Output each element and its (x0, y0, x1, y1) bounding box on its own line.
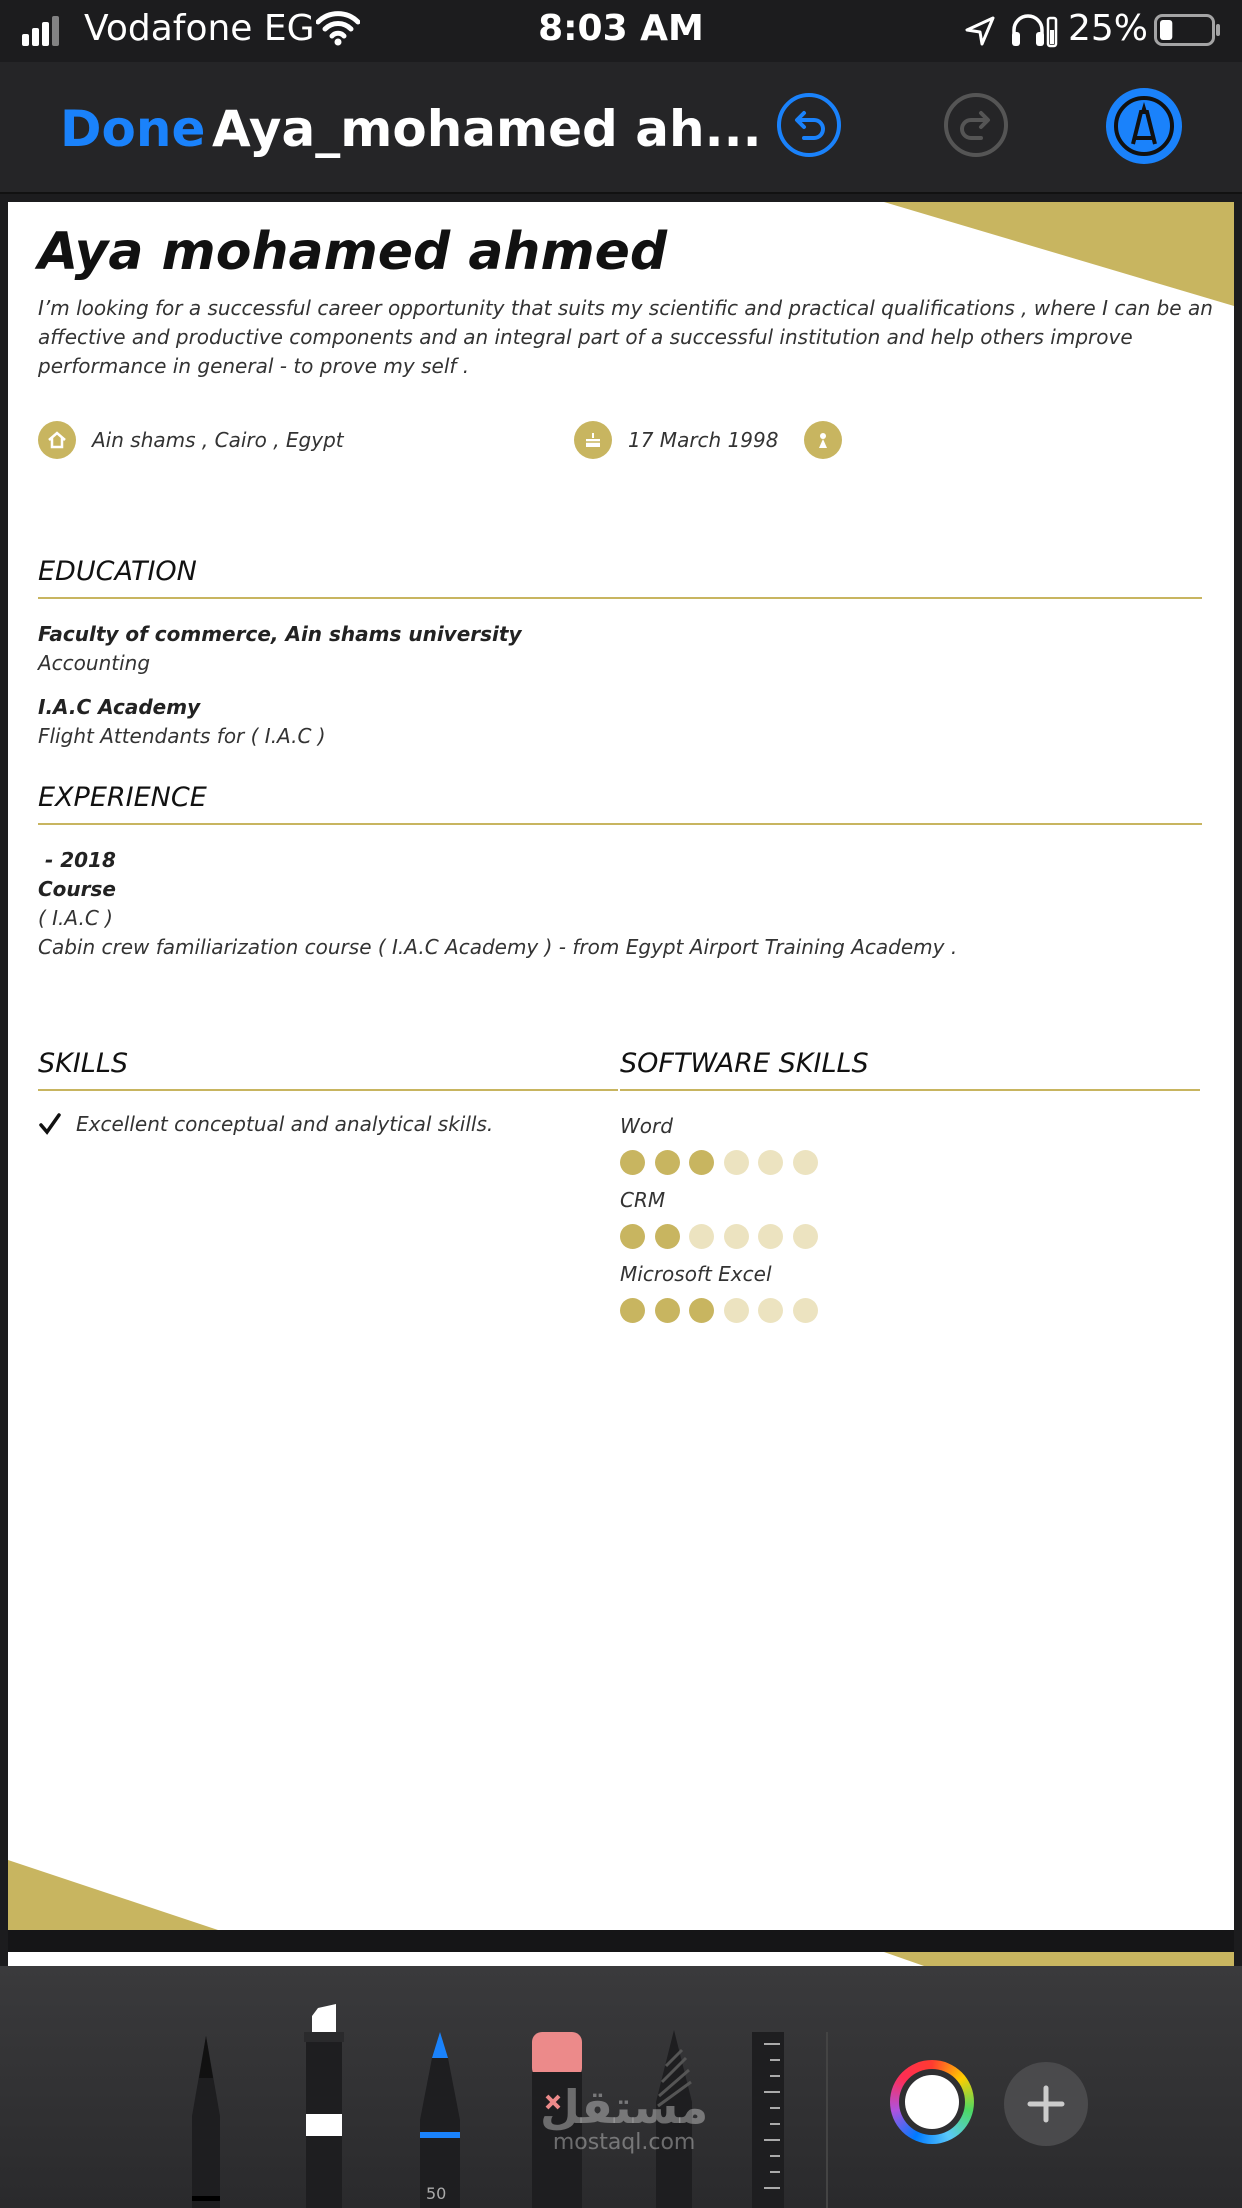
experience-title: EXPERIENCE (38, 782, 207, 813)
skill-text: Excellent conceptual and analytical skills. (76, 1112, 494, 1136)
education-rule (38, 597, 1202, 599)
resume-name: Aya mohamed ahmed (38, 222, 668, 282)
rating-dot-empty (793, 1150, 818, 1175)
rating-dots (620, 1150, 828, 1176)
wifi-icon (316, 10, 360, 46)
toolbar-divider (826, 2032, 828, 2208)
education-title: EDUCATION (38, 556, 197, 587)
education-school-1: Faculty of commerce, Ain shams university (38, 622, 522, 646)
pen-tool[interactable] (176, 2028, 236, 2208)
education-field-2: Flight Attendants for ( I.A.C ) (38, 724, 326, 748)
software-skills-title: SOFTWARE SKILLS (620, 1048, 869, 1079)
rating-dot-filled (655, 1298, 680, 1323)
software-name-crm: CRM (620, 1188, 666, 1212)
software-name-word: Word (620, 1114, 673, 1138)
battery-percent: 25% (1068, 8, 1149, 49)
education-school-2: I.A.C Academy (38, 695, 201, 719)
decor-corner-top (884, 202, 1234, 306)
rating-dot-filled (689, 1150, 714, 1175)
markup-button[interactable] (1106, 88, 1182, 164)
clock: 8:03 AM (538, 8, 704, 49)
skills-title: SKILLS (38, 1048, 129, 1079)
gender-icon (804, 421, 842, 459)
plus-icon (1004, 2062, 1088, 2146)
carrier-label: Vodafone EG (84, 8, 315, 49)
rating-dot-empty (689, 1224, 714, 1249)
add-button[interactable] (1004, 2062, 1088, 2146)
resume-page[interactable] (8, 202, 1234, 1930)
watermark-arabic: مستقل (540, 2080, 709, 2134)
redo-icon[interactable] (943, 92, 1009, 158)
rating-dot-empty (793, 1224, 818, 1249)
rating-dot-empty (724, 1298, 749, 1323)
rating-dot-filled (689, 1298, 714, 1323)
ruler-tool[interactable] (750, 2032, 786, 2208)
undo-icon[interactable] (776, 92, 842, 158)
markup-toolbar (0, 1966, 1242, 2208)
experience-role: Course (38, 877, 116, 901)
checkmark-icon (38, 1112, 62, 1136)
software-name-excel: Microsoft Excel (620, 1262, 772, 1286)
rating-dot-empty (758, 1224, 783, 1249)
rating-dot-filled (620, 1224, 645, 1249)
pencil-tool[interactable] (412, 2028, 468, 2208)
skills-rule (38, 1089, 618, 1091)
page-separator (8, 1930, 1234, 1952)
decor-corner-top-2 (884, 1952, 1234, 1966)
location-icon (963, 14, 997, 48)
rating-dot-filled (620, 1298, 645, 1323)
rating-dot-filled (655, 1150, 680, 1175)
rating-dots (620, 1224, 828, 1250)
education-field-1: Accounting (38, 651, 151, 675)
experience-rule (38, 823, 1202, 825)
experience-org: ( I.A.C ) (38, 906, 113, 930)
selected-color-swatch (905, 2075, 959, 2129)
pencil-size-label: 50 (426, 2184, 447, 2203)
software-skills-rule (620, 1089, 1200, 1091)
rating-dot-empty (724, 1224, 749, 1249)
watermark-url: mostaql.com (552, 2130, 696, 2155)
markup-icon (1106, 88, 1182, 164)
marker-tool[interactable] (294, 2002, 354, 2208)
done-button[interactable]: Done (60, 100, 206, 158)
status-bar (0, 0, 1242, 62)
birthdate-text: 17 March 1998 (628, 428, 779, 452)
rating-dots (620, 1298, 828, 1324)
watermark (540, 2080, 709, 2155)
cake-icon (574, 421, 612, 459)
resume-summary: I’m looking for a successful career opportunity that suits my scientific and practical qualifications , where I can be an affective and productive components and an integral part of a successful institution and help others improve performance in general - to prove my self . (38, 296, 1213, 378)
experience-date: - 2018 (38, 848, 116, 872)
document-title: Aya_mohamed ah... (212, 100, 762, 158)
signal-icon (22, 16, 62, 46)
home-icon (38, 421, 76, 459)
battery-icon (1154, 14, 1222, 46)
color-picker-button[interactable] (890, 2060, 974, 2144)
address-text: Ain shams , Cairo , Egypt (92, 428, 344, 452)
rating-dot-empty (758, 1150, 783, 1175)
rating-dot-filled (620, 1150, 645, 1175)
nav-bar (0, 62, 1242, 194)
decor-corner-bottom (8, 1860, 218, 1930)
address-row (38, 420, 344, 460)
experience-description: Cabin crew familiarization course ( I.A.C Academy ) - from Egypt Airport Training Academy . (38, 935, 958, 959)
rating-dot-filled (655, 1224, 680, 1249)
headphones-icon (1010, 12, 1058, 48)
rating-dot-empty (724, 1150, 749, 1175)
skill-item (38, 1112, 493, 1136)
rating-dot-empty (793, 1298, 818, 1323)
rating-dot-empty (758, 1298, 783, 1323)
birthdate-row (574, 420, 842, 460)
resume-page-2[interactable] (8, 1952, 1234, 1966)
